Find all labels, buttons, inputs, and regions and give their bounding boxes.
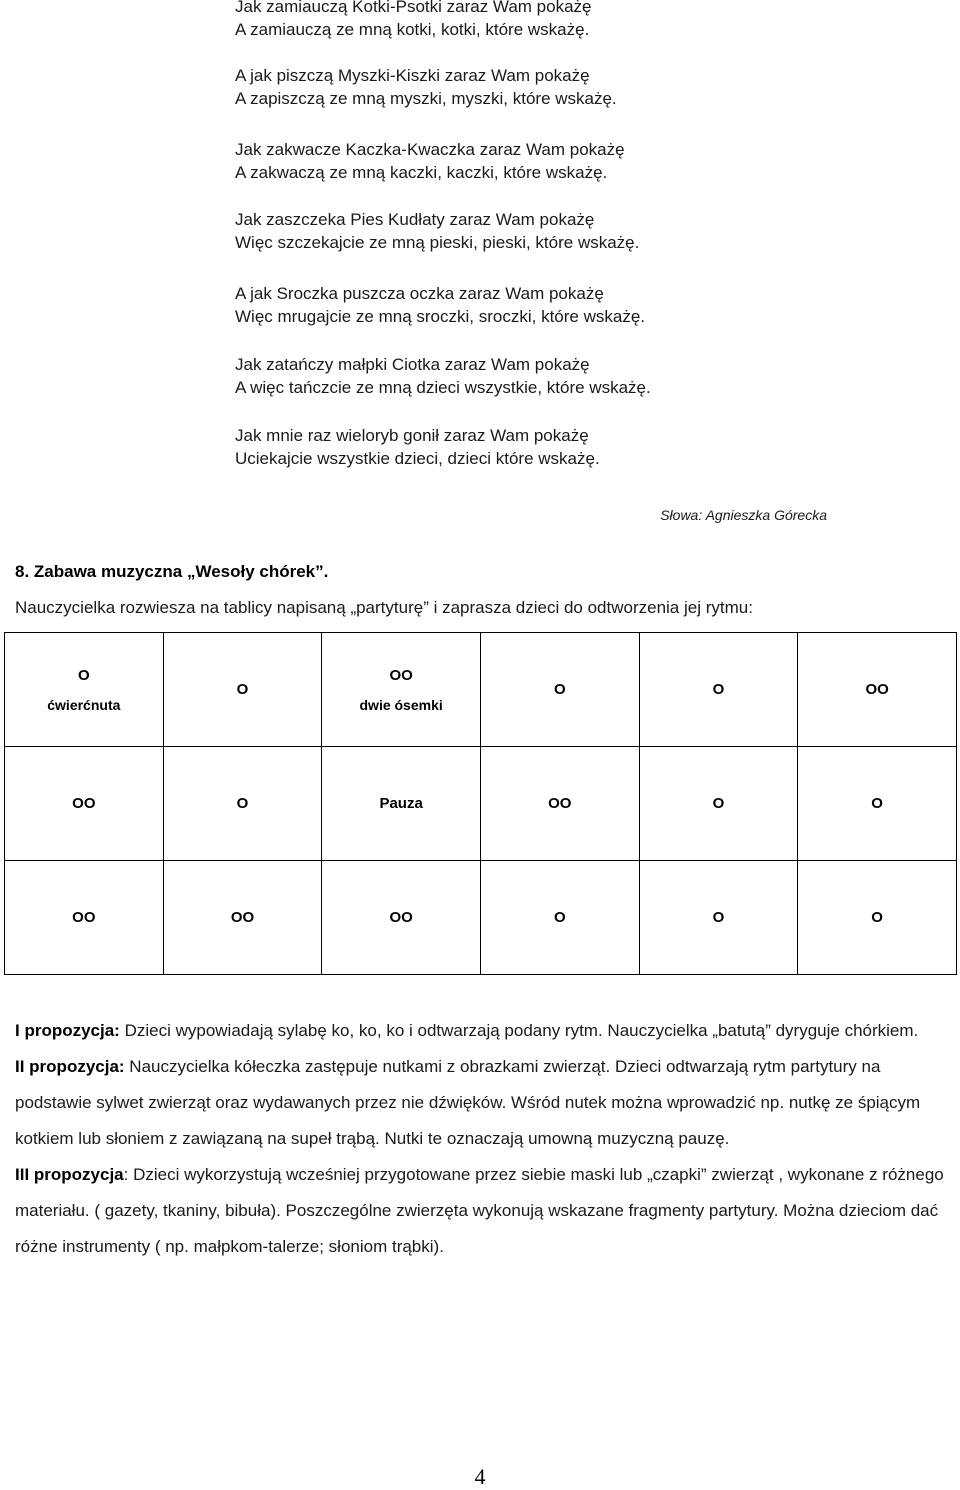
page-number: 4 [474, 1464, 486, 1489]
proposal-label: I propozycja: [15, 1021, 120, 1040]
score-cell [322, 633, 481, 747]
proposal-paragraph [15, 1157, 950, 1265]
note-symbol: OO [389, 666, 413, 684]
note-symbol: OO [389, 909, 413, 926]
note-label: dwie ósemki [359, 696, 443, 713]
score-cell [5, 633, 164, 747]
note-symbol: O [236, 795, 249, 812]
score-cell [163, 861, 322, 975]
poem-line: A jak Sroczka puszcza oczka zaraz Wam pokażę [235, 284, 604, 303]
note-symbol: O [712, 795, 725, 812]
poem-line: Jak zamiauczą Kotki-Psotki zaraz Wam pokażę [235, 0, 592, 16]
score-cell [5, 861, 164, 975]
poem-line: A zakwaczą ze mną kaczki, kaczki, które wskażę. [235, 163, 608, 182]
proposal-label: III propozycja [15, 1165, 124, 1184]
poem-line: A zapiszczą ze mną myszki, myszki, które wskażę. [235, 89, 617, 108]
score-row [5, 747, 957, 861]
poem-line: Jak mnie raz wieloryb gonił zaraz Wam pokażę [235, 426, 589, 445]
score-row [5, 861, 957, 975]
score-cell [5, 747, 164, 861]
proposal-paragraph [15, 1049, 950, 1157]
poem-stanza [235, 282, 645, 328]
note-symbol: OO [548, 795, 572, 812]
score-cell [480, 633, 639, 747]
score-cell [639, 861, 798, 975]
poem-line: A zamiauczą ze mną kotki, kotki, które wskażę. [235, 20, 590, 39]
score-row [5, 633, 957, 747]
poem-line: Uciekajcie wszystkie dzieci, dzieci które wskażę. [235, 449, 600, 468]
note-symbol: O [871, 795, 883, 812]
proposal-text: Dzieci wypowiadają sylabę ko, ko, ko i odtwarzają podany rytm. Nauczycielka „batutą” dyryguje chórkiem. [119, 1021, 919, 1040]
poem-line: Jak zaszczeka Pies Kudłaty zaraz Wam pokażę [235, 210, 595, 229]
poem-stanza [235, 0, 592, 41]
note-label: ćwierćnuta [47, 696, 121, 713]
poem-line: A jak piszczą Myszki-Kiszki zaraz Wam pokażę [235, 66, 590, 85]
score-cell [639, 747, 798, 861]
poem-stanza [235, 208, 639, 254]
poem-line: Jak zatańczy małpki Ciotka zaraz Wam pokażę [235, 355, 590, 374]
poem-stanza [235, 138, 625, 184]
note-symbol: OO [230, 909, 255, 926]
section-intro: Nauczycielka rozwiesza na tablicy napisaną „partyturę” i zaprasza dzieci do odtworzenia jej rytmu: [15, 598, 753, 617]
score-cell [798, 861, 957, 975]
proposals [15, 1013, 950, 1265]
note-symbol: O [871, 909, 883, 926]
proposal-text: Nauczycielka kółeczka zastępuje nutkami z obrazkami zwierząt. Dzieci odtwarzają rytm partytury na podstawie sylwet zwierząt oraz wydawanych przez nie dźwięków. Wśród nutek można wprowadzić np. nutkę ze śpiącym kotkiem lub słoniem z zawiązaną na supeł trąbą. Nutki te oznaczają umowną muzyczną pauzę. [15, 1057, 921, 1148]
rhythm-score-table [4, 632, 957, 975]
poem-credit: Słowa: Agnieszka Górecka [660, 507, 827, 523]
note-symbol: O [553, 681, 566, 698]
note-symbol: O [236, 681, 249, 698]
poem-line: Więc mrugajcie ze mną sroczki, sroczki, które wskażę. [235, 307, 645, 326]
score-cell [163, 633, 322, 747]
poem-stanza [235, 424, 600, 470]
poem-stanza [235, 64, 617, 110]
score-cell [163, 747, 322, 861]
score-cell [322, 861, 481, 975]
note-symbol: Pauza [379, 795, 423, 812]
proposal-text: : Dzieci wykorzystują wcześniej przygotowane przez siebie maski lub „czapki” zwierząt , wykonane z różnego materiału. ( gazety, tkaniny, bibuła). Poszczególne zwierzęta wykonują wskazane fragmenty partytury. Można dzieciom dać różne instrumenty ( np. małpkom-talerze; słoniom trąbki). [15, 1165, 944, 1256]
proposal-label: II propozycja: [15, 1057, 125, 1076]
note-symbol: O [77, 666, 90, 684]
score-cell [798, 747, 957, 861]
poem-line: Więc szczekajcie ze mną pieski, pieski, które wskażę. [235, 233, 640, 252]
note-symbol: OO [865, 681, 889, 698]
note-symbol: O [712, 681, 725, 698]
score-cell [798, 633, 957, 747]
score-cell [480, 861, 639, 975]
note-symbol: O [712, 909, 725, 926]
score-cell [322, 747, 481, 861]
note-symbol: OO [72, 795, 96, 812]
section-heading: 8. Zabawa muzyczna „Wesoły chórek”. [15, 562, 329, 581]
proposal-paragraph [15, 1013, 950, 1049]
poem-stanza [235, 353, 651, 399]
poem-line: Jak zakwacze Kaczka-Kwaczka zaraz Wam pokażę [235, 140, 625, 159]
note-symbol: O [553, 909, 566, 926]
poem-line: A więc tańczcie ze mną dzieci wszystkie, które wskażę. [235, 378, 651, 397]
score-cell [639, 633, 798, 747]
score-cell [480, 747, 639, 861]
note-symbol: OO [72, 909, 96, 926]
